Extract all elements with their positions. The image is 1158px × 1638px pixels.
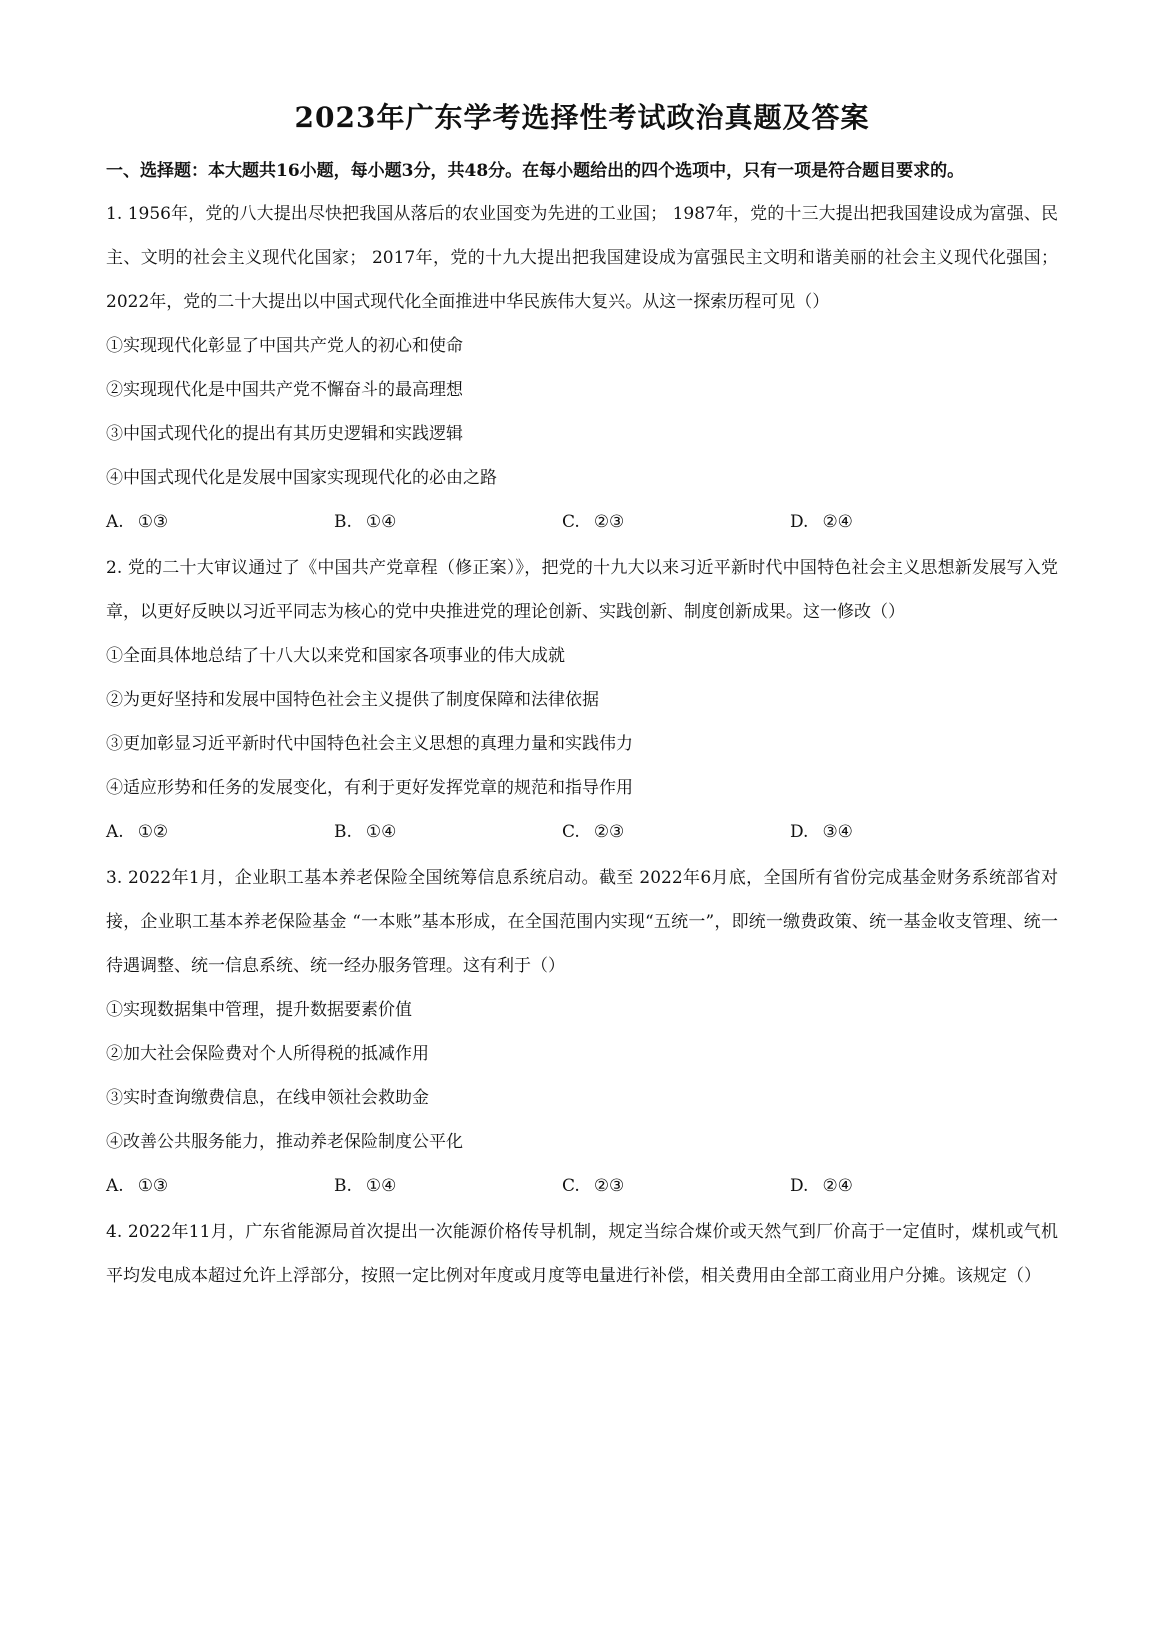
choice-d <box>790 1164 1018 1208</box>
choice-letter: D. <box>790 822 809 842</box>
choice-letter: B. <box>334 1176 352 1196</box>
statement-option: ③实时查询缴费信息，在线申领社会救助金 <box>106 1088 429 1108</box>
choice-a <box>106 810 334 854</box>
question-3 <box>106 856 1058 1208</box>
choice-letter: A. <box>106 512 124 532</box>
choice-value: ①③ <box>137 1176 169 1196</box>
statement-option: ①实现现代化彰显了中国共产党人的初心和使命 <box>106 336 463 356</box>
choice-value: ②④ <box>822 1176 853 1196</box>
choice-value: ②③ <box>593 512 625 532</box>
section-instructions: 一、选择题：本大题共16小题，每小题3分，共48分。在每小题给出的四个选项中，只有一项是符合题目要求的。 <box>106 161 965 181</box>
choice-letter: D. <box>790 1176 809 1196</box>
answer-choices <box>106 500 1058 544</box>
statement-option: ①实现数据集中管理，提升数据要素价值 <box>106 1000 412 1020</box>
choice-value: ③④ <box>822 822 853 842</box>
question-1 <box>106 192 1058 544</box>
choice-letter: B. <box>334 512 352 532</box>
choice-letter: A. <box>106 822 124 842</box>
statement-option: ②实现现代化是中国共产党不懈奋斗的最高理想 <box>106 380 463 400</box>
choice-value: ①③ <box>137 512 169 532</box>
statement-option: ③更加彰显习近平新时代中国特色社会主义思想的真理力量和实践伟力 <box>106 734 633 754</box>
choice-a <box>106 500 334 544</box>
choice-c <box>562 810 790 854</box>
choice-value: ①④ <box>365 512 397 532</box>
choice-letter: C. <box>562 512 580 532</box>
question-stem: 1. 1956年，党的八大提出尽快把我国从落后的农业国变为先进的工业国； 1987年，党的十三大提出把我国建设成为富强、民主、文明的社会主义现代化国家； 2017年，党的十九大提出把我国建设成为富强民主文明和谐美丽的社会主义现代化强国； 2022年，党的二十大提出以中国式现代化全面推进中华民族伟大复兴。从这一探索历程可见（） <box>106 204 1058 312</box>
choice-b <box>334 810 562 854</box>
choice-value: ②③ <box>593 822 625 842</box>
statement-option: ②为更好坚持和发展中国特色社会主义提供了制度保障和法律依据 <box>106 690 599 710</box>
choice-d <box>790 500 1018 544</box>
statement-option: ④适应形势和任务的发展变化，有利于更好发挥党章的规范和指导作用 <box>106 778 633 798</box>
statement-option: ②加大社会保险费对个人所得税的抵减作用 <box>106 1044 429 1064</box>
page-title: 2023年广东学考选择性考试政治真题及答案 <box>294 101 870 134</box>
choice-value: ①② <box>137 822 169 842</box>
question-2 <box>106 546 1058 854</box>
choice-c <box>562 500 790 544</box>
question-stem: 2. 党的二十大审议通过了《中国共产党章程（修正案）》，把党的十九大以来习近平新时代中国特色社会主义思想新发展写入党章，以更好反映以习近平同志为核心的党中央推进党的理论创新、实践创新、制度创新成果。这一修改（） <box>106 558 1058 622</box>
answer-choices <box>106 810 1058 854</box>
question-4 <box>106 1210 1058 1298</box>
choice-letter: D. <box>790 512 809 532</box>
choice-value: ①④ <box>365 1176 397 1196</box>
choice-letter: A. <box>106 1176 124 1196</box>
choice-d <box>790 810 1018 854</box>
choice-value: ①④ <box>365 822 397 842</box>
answer-choices <box>106 1164 1058 1208</box>
statement-option: ④中国式现代化是发展中国家实现现代化的必由之路 <box>106 468 497 488</box>
choice-letter: C. <box>562 1176 580 1196</box>
question-stem: 4. 2022年11月，广东省能源局首次提出一次能源价格传导机制，规定当综合煤价或天然气到厂价高于一定值时，煤机或气机平均发电成本超过允许上浮部分，按照一定比例对年度或月度等电量进行补偿，相关费用由全部工商业用户分摊。该规定（） <box>106 1222 1058 1286</box>
statement-option: ④改善公共服务能力，推动养老保险制度公平化 <box>106 1132 463 1152</box>
statement-option: ①全面具体地总结了十八大以来党和国家各项事业的伟大成就 <box>106 646 565 666</box>
choice-letter: C. <box>562 822 580 842</box>
choice-b <box>334 500 562 544</box>
statement-option: ③中国式现代化的提出有其历史逻辑和实践逻辑 <box>106 424 463 444</box>
choice-b <box>334 1164 562 1208</box>
choice-a <box>106 1164 334 1208</box>
choice-letter: B. <box>334 822 352 842</box>
choice-value: ②④ <box>822 512 853 532</box>
choice-value: ②③ <box>593 1176 625 1196</box>
question-stem: 3. 2022年1月，企业职工基本养老保险全国统筹信息系统启动。截至 2022年6月底，全国所有省份完成基金财务系统部省对接，企业职工基本养老保险基金 “一本账”基本形成，在全国范围内实现“五统一”，即统一缴费政策、统一基金收支管理、统一待遇调整、统一信息系统、统一经办服务管理。这有利于（） <box>106 868 1058 976</box>
choice-c <box>562 1164 790 1208</box>
